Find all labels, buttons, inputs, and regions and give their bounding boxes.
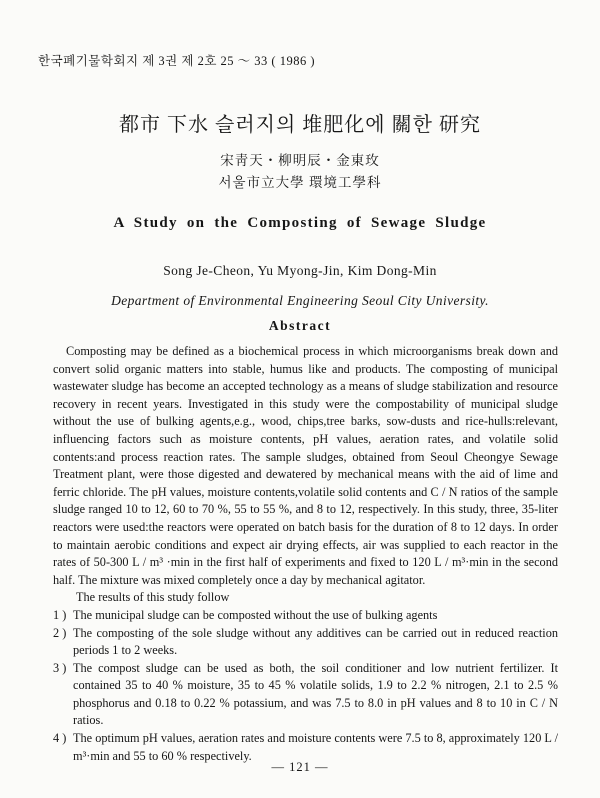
list-item [53,625,558,660]
list-item-number: 2 ) [53,625,67,640]
abstract-heading: Abstract [268,318,332,333]
results-intro: The results of this study follow [76,590,230,605]
english-authors: Song Je-Cheon, Yu Myong-Jin, Kim Dong-Min [163,263,437,278]
korean-authors: 宋靑天・柳明辰・金東玫 [220,153,380,168]
list-item [53,660,558,730]
results-list [53,607,558,765]
list-item-text: The composting of the sole sludge without any additives can be carried out in reduced reaction periods 1 to 2 weeks. [73,625,558,658]
english-affiliation: Department of Environmental Engineering Seoul City University. [111,293,489,308]
journal-header: 한국폐기물학회지 제 3권 제 2호 25 ～ 33 ( 1986 ) [38,54,315,68]
list-item-text: The municipal sludge can be composted without the use of bulking agents [73,607,438,622]
list-item-number: 3 ) [53,660,67,675]
korean-title: 都市 下水 슬러지의 堆肥化에 關한 研究 [119,114,481,136]
abstract-body [53,343,558,765]
page-number: — 121 — [271,760,329,774]
list-item-number: 1 ) [53,607,67,622]
list-item-number: 4 ) [53,731,67,746]
list-item [53,607,558,625]
list-item-text: The optimum pH values, aeration rates and moisture contents were 7.5 to 8, approximately 120 L / m³·min and 55 to 60 % respectively. [73,731,558,763]
korean-affiliation: 서울市立大學 環境工學科 [218,175,382,190]
abstract-paragraph: Composting may be defined as a biochemical process in which microorganisms break down and convert solid organic matters into stable, humus like and products. The composting of municipal wastewater sludge has become an accepted technology as a means of sludge stabilization and resource recovery in recent years. Investigated in this study were the compostability of municipal sludge without the use of bulking agents,e.g., wood, chips,tree barks, sow-dusts and rice-hulls:relevant, influencing factors such as moisture contents, pH values, aeration rates, and volatile solid contents:and process reaction rates. The sample sludges, obtained from Seoul Cheongye Sewage Treatment plant, were those digested and dewatered by mechanical means with the aid of lime and ferric chloride. The pH values, moisture contents,volatile solid contents and C / N ratios of the sample sludge ranged 10 to 12, 60 to 70 %, 55 to 55 %, and 8 to 12, respectively. In this study, three, 35-liter reactors were used:the reactors were operated on batch basis for the duration of 8 to 12 days. In order to maintain aerobic conditions and expect air drying effects, air was supplied to each reactor in the rates of 50-300 L / m³ ·min in the first half of experiments and fixed to 120 L / m³·min in the second half. The mixture was mixed completely once a day by mechanical agitator. [53,344,558,587]
english-title: A Study on the Composting of Sewage Sludge [113,215,487,231]
list-item-text: The compost sludge can be used as both, the soil conditioner and low nutrient fertilizer. It contained 35 to 40 % moisture, 35 to 45 % volatile solids, 1.9 to 2.2 % nitrogen, 2.1 to 2.5 % phosphorus and 0.18 to 0.22 % potassium, and was 7.5 to 8.0 in pH values and 8 to 10 in C / N ratios. [73,660,558,728]
